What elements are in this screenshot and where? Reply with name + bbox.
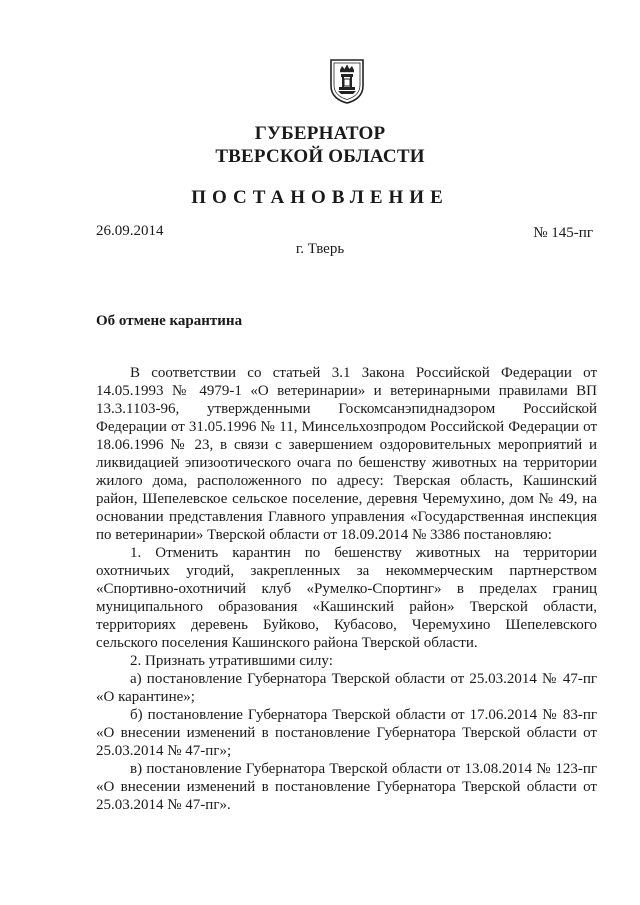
document-number: № 145-пг (533, 225, 593, 241)
item-2-paragraph: 2. Признать утратившими силу: (130, 653, 333, 669)
item-2a-paragraph: а) постановление Губернатора Тверской области от 25.03.2014 № 47-пг «О карантине»; (96, 671, 597, 705)
document-type: ПОСТАНОВЛЕНИЕ (191, 187, 449, 208)
document-date: 26.09.2014 (96, 223, 164, 239)
document-subject: Об отмене карантина (96, 313, 243, 329)
issuer-title: ГУБЕРНАТОР (254, 123, 386, 144)
issuer-region: ТВЕРСКОЙ ОБЛАСТИ (215, 146, 425, 167)
item-2b-paragraph: б) постановление Губернатора Тверской области от 17.06.2014 № 83-пг «О внесении изменений в постановление Губернатора Тверской области от 25.03.2014 № 47-пг»; (96, 707, 597, 759)
item-1-paragraph: 1. Отменить карантин по бешенству животных на территории охотничьих угодий, закрепленных за некоммерческим партнерством «Спортивно-охотничий клуб «Румелко-Спортинг» в пределах границ муниципального образования «Кашинский район» Тверской области, территориях деревень Буйково, Кубасово, Черемухино Шепелевского сельского поселения Кашинского района Тверской области. (96, 545, 597, 651)
document-city: г. Тверь (295, 241, 345, 257)
preamble-paragraph: В соответствии со статьей 3.1 Закона Российской Федерации от 14.05.1993 № 4979-1 «О ветеринарии» и ветеринарными правилами ВП 13.3.1103-96, утвержденными Госкомсанэпиднадзором Российской Федерации от 31.05.1996 № 11, Минсельхозпродом Российской Федерации от 18.06.1996 № 23, в связи с завершением оздоровительных мероприятий и ликвидацией эпизоотического очага по бешенству животных на территории жилого дома, расположенного по адресу: Тверская область, Кашинский район, Шепелевское сельское поселение, деревня Черемухино, дом № 49, на основании представления Главного управления «Государственная инспекция по ветеринарии» Тверской области от 18.09.2014 № 3386 постановляю: (96, 365, 597, 543)
coat-of-arms-icon (329, 58, 365, 104)
document-body (96, 364, 597, 814)
item-2c-paragraph: в) постановление Губернатора Тверской области от 13.08.2014 № 123-пг «О внесении изменений в постановление Губернатора Тверской области от 25.03.2014 № 47-пг». (96, 761, 597, 813)
